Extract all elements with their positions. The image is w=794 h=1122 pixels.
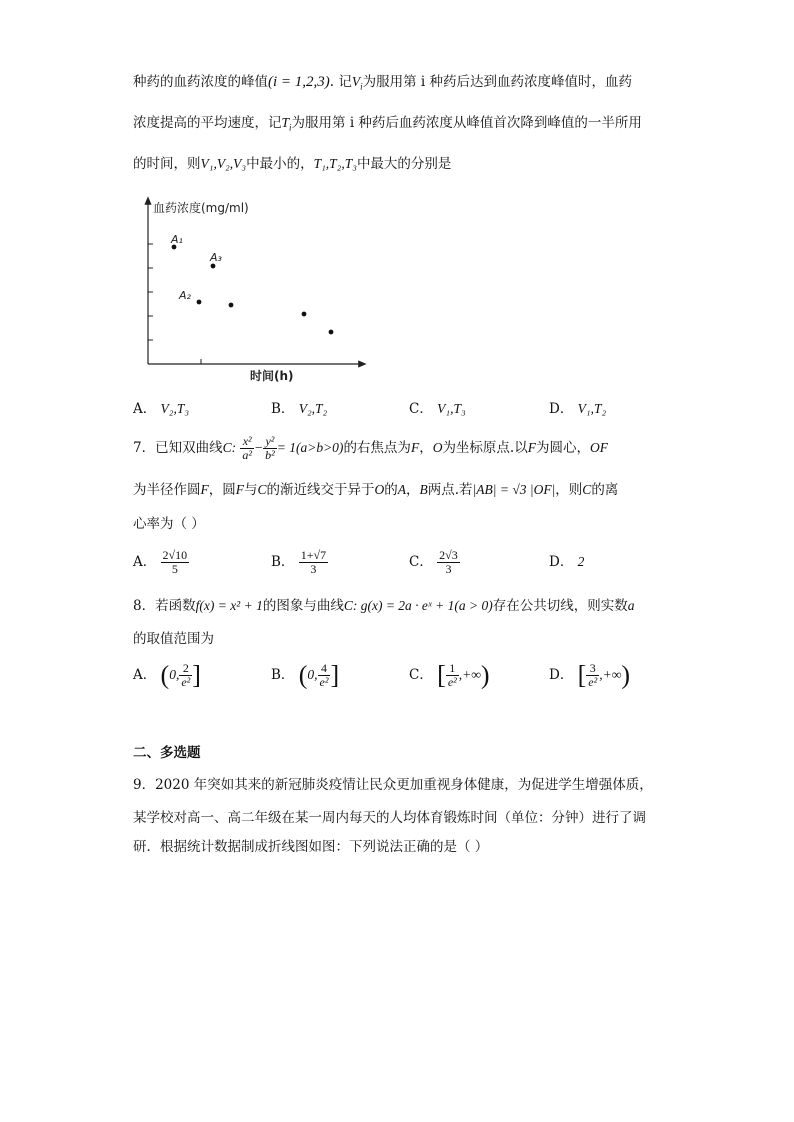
frac-den: e² — [447, 675, 457, 689]
q8-option-a[interactable] — [133, 658, 201, 693]
q8-var-a: a — [627, 598, 635, 613]
q7-var: F — [527, 440, 536, 455]
interval-end: ,+∞ — [458, 667, 481, 682]
option-letter: C． — [409, 554, 433, 570]
label-a1: A₁ — [171, 233, 183, 246]
q7-var: O — [432, 440, 443, 455]
frac-den: b² — [265, 448, 275, 462]
option-frac — [437, 549, 460, 576]
q7-var: F — [410, 440, 420, 455]
y-ticks — [148, 244, 153, 340]
option-text: V₁,T₂ — [577, 401, 607, 416]
frac-den: a² — [242, 448, 252, 462]
q7-condition: |AB| = √3 |OF| — [472, 482, 556, 497]
option-letter: C． — [409, 401, 433, 417]
option-frac — [446, 662, 459, 689]
q7-text: ， — [406, 482, 420, 498]
option-text: 2 — [577, 554, 585, 569]
q9-line-1: 9．2020 年突如其来的新冠肺炎疫情让民众更加重视身体健康，为促进学生增强体质， — [133, 777, 653, 793]
label-a2: A₂ — [179, 289, 191, 302]
option-letter: D． — [549, 401, 574, 417]
graph-xlabel: 时间(h) — [250, 369, 294, 383]
frac-num: 4 — [318, 662, 331, 676]
q7-option-a[interactable] — [133, 546, 189, 578]
q8-function-f: f(x) = x² + 1 — [195, 598, 263, 613]
q6-concentration-graph — [133, 192, 373, 384]
frac-den: e² — [588, 675, 598, 689]
frac-num: 1 — [446, 662, 459, 676]
q7-frac-x — [240, 435, 254, 462]
interval-start: 0, — [169, 667, 180, 682]
option-letter: A． — [133, 667, 157, 683]
bracket-left: ( — [160, 660, 170, 690]
q6-options — [133, 396, 693, 422]
q7-var: F — [235, 482, 244, 497]
q6-line-3 — [133, 154, 451, 174]
q9-line-3: 研．根据统计数据制成折线图如图：下列说法正确的是（ ） — [133, 839, 489, 855]
q7-text: 的 — [384, 482, 398, 498]
option-letter: B． — [271, 401, 295, 417]
frac-den: 5 — [171, 562, 178, 576]
q7-option-c[interactable] — [409, 546, 460, 578]
q6-line-2 — [133, 113, 642, 138]
q7-var: OF — [589, 440, 608, 455]
point-4 — [229, 303, 234, 308]
q7-var: B — [419, 482, 428, 497]
interval-start: 0, — [307, 667, 318, 682]
q7-option-d[interactable] — [549, 546, 584, 578]
q8-line-1 — [133, 596, 634, 616]
label-a3: A₃ — [210, 251, 222, 264]
q7-var: A — [397, 482, 407, 497]
q7-text: 为圆心， — [535, 440, 590, 456]
q8-options — [133, 658, 693, 692]
frac-num: y² — [263, 435, 277, 449]
q6-line-1 — [133, 72, 632, 97]
option-frac — [586, 662, 599, 689]
q6-text: 为服用第 i 种药后血药浓度从峰值首次降到峰值的一半所用 — [291, 115, 642, 131]
q6-var-v: V — [351, 74, 361, 89]
q6-text: 种药的血药浓度的峰值 — [133, 74, 268, 90]
q7-text: 为坐标原点.以 — [442, 440, 528, 456]
frac-den: e² — [181, 675, 191, 689]
q6-option-d[interactable] — [549, 396, 606, 422]
frac-num: 2√10 — [162, 548, 188, 562]
bracket-left: [ — [437, 660, 446, 690]
q6-sub-i: i — [289, 122, 292, 133]
frac-num: 2√3 — [439, 548, 458, 562]
option-frac — [161, 549, 190, 576]
option-letter: A． — [133, 401, 157, 417]
q8-function-g: C: g(x) = 2a · eˣ + 1(a > 0) — [343, 598, 493, 613]
q7-line-1 — [133, 433, 608, 463]
option-letter: C． — [409, 667, 433, 683]
option-letter: A． — [133, 554, 157, 570]
interval-end: ,+∞ — [599, 667, 622, 682]
q7-text: 7．已知双曲线 — [133, 440, 223, 456]
q8-option-b[interactable] — [271, 658, 339, 693]
bracket-right: ] — [330, 660, 340, 690]
point-a2 — [197, 300, 202, 305]
q7-text: 的右焦点为 — [343, 440, 411, 456]
option-letter: D． — [549, 667, 574, 683]
q8-text: 的图象与曲线 — [262, 598, 344, 614]
frac-den: e² — [319, 675, 329, 689]
q7-text: 为半径作圆 — [133, 482, 201, 498]
q6-text: 中最大的分别是 — [356, 156, 452, 172]
graph-ylabel: 血药浓度(mg/ml) — [153, 201, 249, 215]
q7-text: 的渐近线交于异于 — [266, 482, 375, 498]
q7-var: F — [200, 482, 209, 497]
q8-option-c[interactable] — [409, 658, 490, 693]
q7-line-3: 心率为（ ） — [133, 516, 205, 532]
q8-text: 8．若函数 — [133, 598, 196, 614]
option-letter: B． — [271, 667, 295, 683]
q8-text: 存在公共切线，则实数 — [492, 598, 628, 614]
q7-text: 的离 — [591, 482, 619, 498]
q8-option-d[interactable] — [549, 658, 630, 693]
q7-option-b[interactable] — [271, 546, 328, 578]
q7-var: C — [582, 482, 592, 497]
frac-num: 2 — [179, 662, 192, 676]
q7-line-2 — [133, 480, 618, 500]
q7-options — [133, 546, 693, 578]
q6-text: 浓度提高的平均速度，记 — [133, 115, 282, 131]
option-letter: D． — [549, 554, 574, 570]
q7-text: ，则 — [555, 482, 583, 498]
point-a3 — [211, 264, 216, 269]
q6-index-range: (i = 1,2,3) — [268, 74, 330, 90]
q6-sub-i: i — [360, 81, 363, 92]
q7-var: O — [374, 482, 385, 497]
q7-text: 与 — [244, 482, 258, 498]
q9-line-2: 某学校对高一、高二年级在某一周内每天的人均体育锻炼时间（单位：分钟）进行了调 — [133, 810, 646, 826]
option-text: V₁,T₃ — [437, 401, 466, 416]
frac-num: x² — [240, 435, 254, 449]
bracket-right: ) — [621, 660, 631, 690]
bracket-right: ] — [192, 660, 201, 690]
q6-text: 中最小的， — [246, 156, 314, 172]
section-title: 二、多选题 — [133, 745, 201, 761]
q6-option-b[interactable] — [271, 396, 327, 422]
q7-var: C — [257, 482, 267, 497]
frac-den: 3 — [310, 562, 317, 576]
option-letter: B． — [271, 554, 295, 570]
q6-var-t: T — [281, 115, 290, 130]
point-5 — [302, 312, 307, 317]
q7-text: 两点.若 — [427, 482, 473, 498]
option-frac — [299, 549, 328, 576]
frac-num: 1+√7 — [300, 548, 327, 562]
q6-v-list: V₁,V₂,V₃ — [200, 156, 247, 171]
q7-text: ， — [419, 440, 433, 456]
option-text: V₂,T₂ — [298, 401, 328, 416]
q6-text: 为服用第 i 种药后达到血药浓度峰值时，血药 — [362, 74, 633, 90]
option-text: V₂,T₃ — [160, 401, 190, 416]
q7-frac-y — [263, 435, 277, 462]
q7-curve-name: C: — [222, 440, 237, 455]
q6-option-a[interactable] — [133, 396, 189, 422]
point-6 — [329, 330, 334, 335]
frac-num: 3 — [586, 662, 599, 676]
q6-text: . 记 — [329, 74, 352, 90]
bracket-left: [ — [577, 660, 587, 690]
bracket-left: ( — [298, 660, 308, 690]
option-frac — [179, 662, 192, 689]
q6-text: 的时间，则 — [133, 156, 201, 172]
q7-equation-rhs: = 1(a>b>0) — [276, 440, 344, 455]
q6-t-list: T₁,T₂,T₃ — [313, 156, 357, 171]
option-frac — [318, 662, 331, 689]
q7-minus: − — [254, 440, 264, 455]
frac-den: 3 — [445, 562, 452, 576]
q7-text: ，圆 — [208, 482, 236, 498]
bracket-right: ) — [480, 660, 490, 690]
q6-option-c[interactable] — [409, 396, 466, 422]
q8-line-2: 的取值范围为 — [133, 631, 214, 647]
